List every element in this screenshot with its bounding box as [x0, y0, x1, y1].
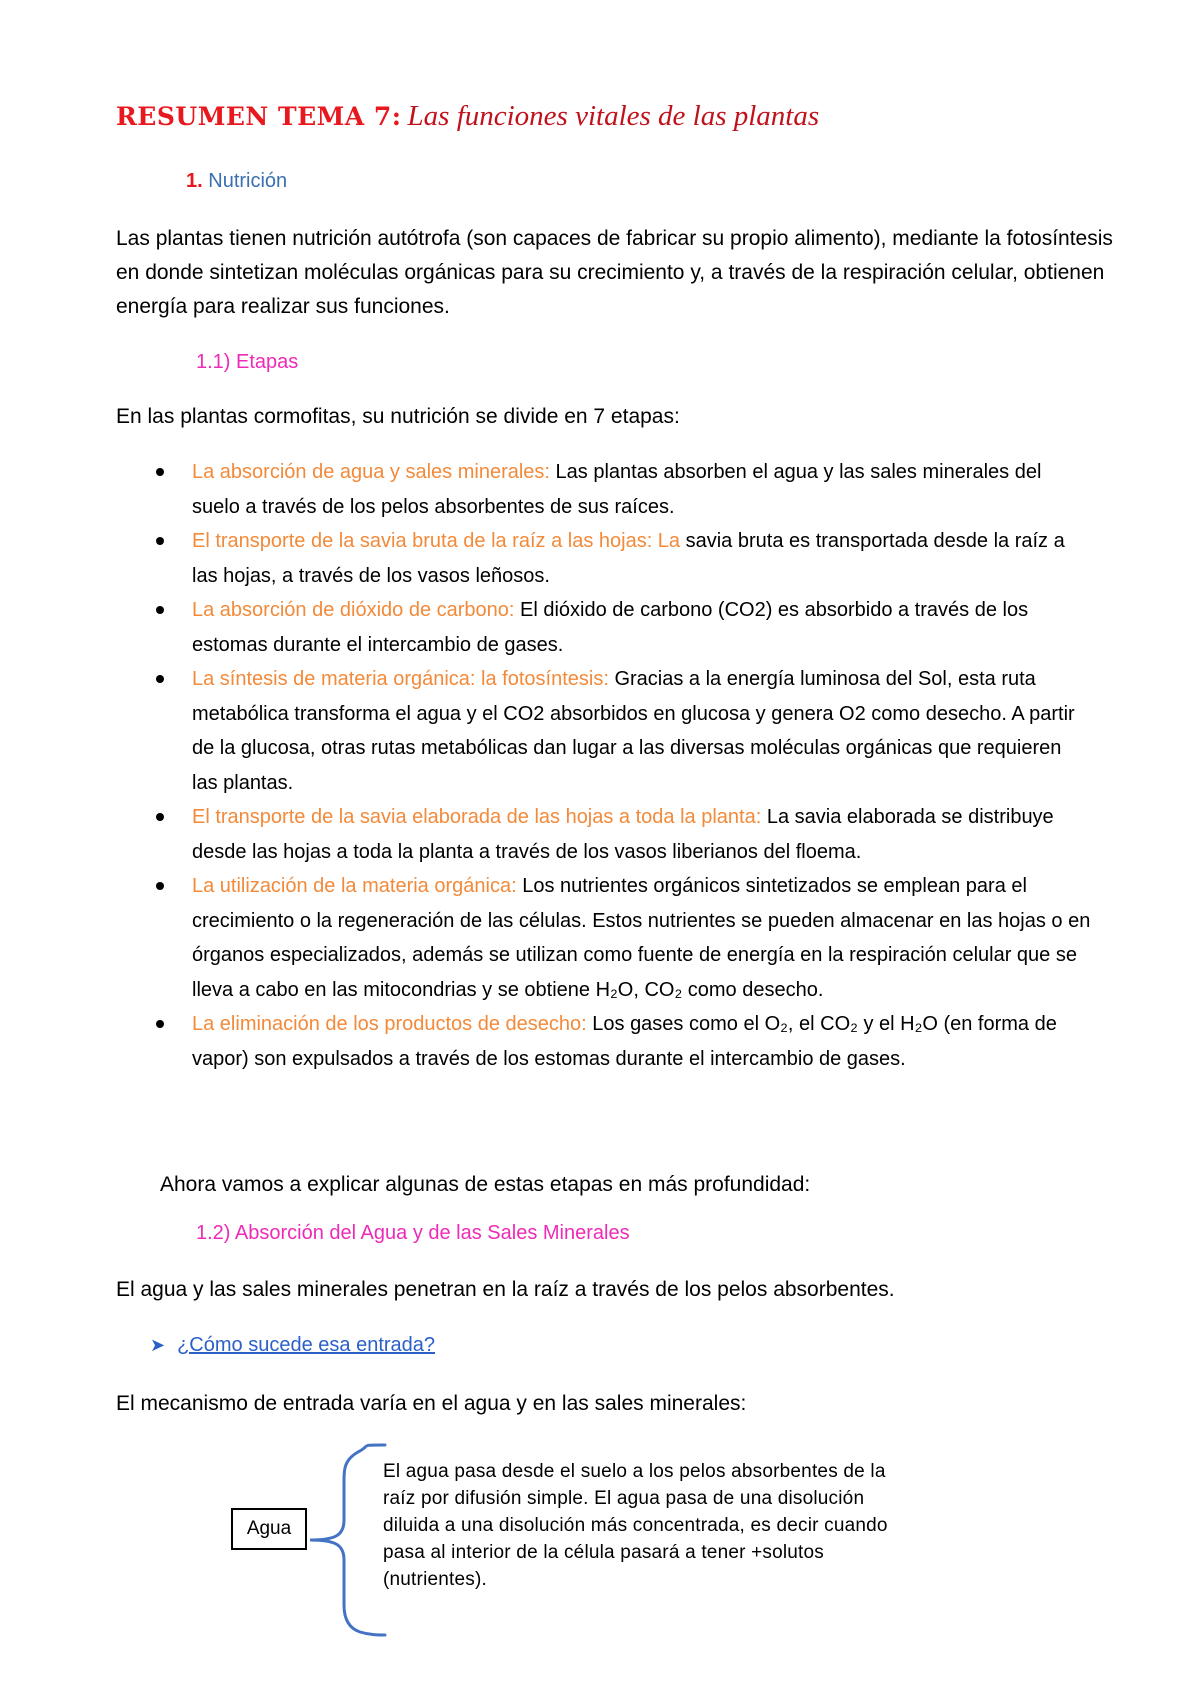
- stages-list: [152, 455, 1092, 1076]
- title-label: RESUMEN TEMA 7:: [116, 102, 402, 131]
- absorcion-paragraph: El agua y las sales minerales penetran en la raíz a través de los pelos absorbentes.: [116, 1278, 895, 1301]
- title-subtitle: Las funciones vitales de las plantas: [407, 100, 820, 132]
- agua-box: Agua: [231, 1508, 307, 1550]
- bullet-icon: [156, 1020, 164, 1028]
- bullet-icon: [156, 606, 164, 614]
- section-number: 1.: [186, 170, 203, 192]
- bullet-icon: [156, 813, 164, 821]
- stage-term: El transporte de la savia elaborada de las hojas a toda la planta:: [192, 806, 762, 828]
- agua-description: El agua pasa desde el suelo a los pelos absorbentes de la raíz por difusión simple. El agua pasa de una disolución diluida a una disolución más concentrada, es decir cuando pasa al interior de la célula pasará a tener +solutos (nutrientes).: [383, 1461, 888, 1590]
- stage-text: Gracias a la energía luminosa del Sol, esta ruta metabólica transforma el agua y el CO2 absorbidos en glucosa y genera O2 como desecho. A partir de la glucosa, otras rutas metabólicas dan lugar a las diversas moléculas orgánicas que requieren las plantas.: [192, 668, 1075, 794]
- stage-item: [152, 593, 1092, 662]
- stage-text: savia bruta es transportada desde la raíz a las hojas, a través de los vasos leñosos.: [192, 530, 1065, 587]
- nutricion-paragraph: Las plantas tienen nutrición autótrofa (son capaces de fabricar su propio alimento), mediante la fotosíntesis en donde sintetizan moléculas orgánicas para su crecimiento y, a través de la respiración celular, obtienen energía para realizar sus funciones.: [116, 227, 1113, 318]
- question-text: ¿Cómo sucede esa entrada?: [177, 1334, 436, 1356]
- subheading-absorcion: 1.2) Absorción del Agua y de las Sales Minerales: [196, 1222, 630, 1244]
- arrow-bullet-icon: ➤: [150, 1335, 166, 1355]
- question-line: [150, 1334, 435, 1357]
- stage-term: La absorción de dióxido de carbono:: [192, 599, 515, 621]
- stage-text: El dióxido de carbono (CO2) es absorbido a través de los estomas durante el intercambio de gases.: [192, 599, 1029, 656]
- subheading-etapas: 1.1) Etapas: [196, 351, 299, 373]
- bullet-icon: [156, 537, 164, 545]
- stage-term: La síntesis de materia orgánica: la fotosíntesis:: [192, 668, 609, 690]
- bullet-icon: [156, 882, 164, 890]
- stage-item: [152, 1007, 1092, 1076]
- bullet-icon: [156, 675, 164, 683]
- stage-term: El transporte de la savia bruta de la raíz a las hojas: La: [192, 530, 681, 552]
- curly-brace-icon: [300, 1440, 390, 1640]
- bullet-icon: [156, 468, 164, 476]
- etapas-outro: Ahora vamos a explicar algunas de estas etapas en más profundidad:: [160, 1173, 811, 1196]
- mechanism-intro: El mecanismo de entrada varía en el agua y en las sales minerales:: [116, 1392, 747, 1415]
- stage-term: La utilización de la materia orgánica:: [192, 875, 517, 897]
- stage-text: Las plantas absorben el agua y las sales minerales del suelo a través de los pelos absorbentes de sus raíces.: [192, 461, 1042, 518]
- etapas-intro: En las plantas cormofitas, su nutrición se divide en 7 etapas:: [116, 405, 680, 428]
- stage-term: La eliminación de los productos de desecho:: [192, 1013, 587, 1035]
- page-title: [116, 100, 819, 133]
- stage-item: [152, 869, 1092, 1007]
- stage-item: [152, 662, 1092, 800]
- section-heading-nutricion: [186, 170, 287, 193]
- stage-item: [152, 524, 1092, 593]
- stage-item: [152, 800, 1092, 869]
- stage-text: Los gases como el O₂, el CO₂ y el H₂O (en forma de vapor) son expulsados a través de los estomas durante el intercambio de gases.: [192, 1013, 1057, 1070]
- stage-item: [152, 455, 1092, 524]
- stage-text: Los nutrientes orgánicos sintetizados se emplean para el crecimiento o la regeneración de las células. Estos nutrientes se pueden almacenar en las hojas o en órganos especializados, además se utilizan como fuente de energía en la respiración celular que se lleva a cabo en las mitocondrias y se obtiene H₂O, CO₂ como desecho.: [192, 875, 1091, 1001]
- stage-text: La savia elaborada se distribuye desde las hojas a toda la planta a través de los vasos liberianos del floema.: [192, 806, 1054, 863]
- section-heading-text: Nutrición: [208, 170, 288, 192]
- stage-term: La absorción de agua y sales minerales:: [192, 461, 550, 483]
